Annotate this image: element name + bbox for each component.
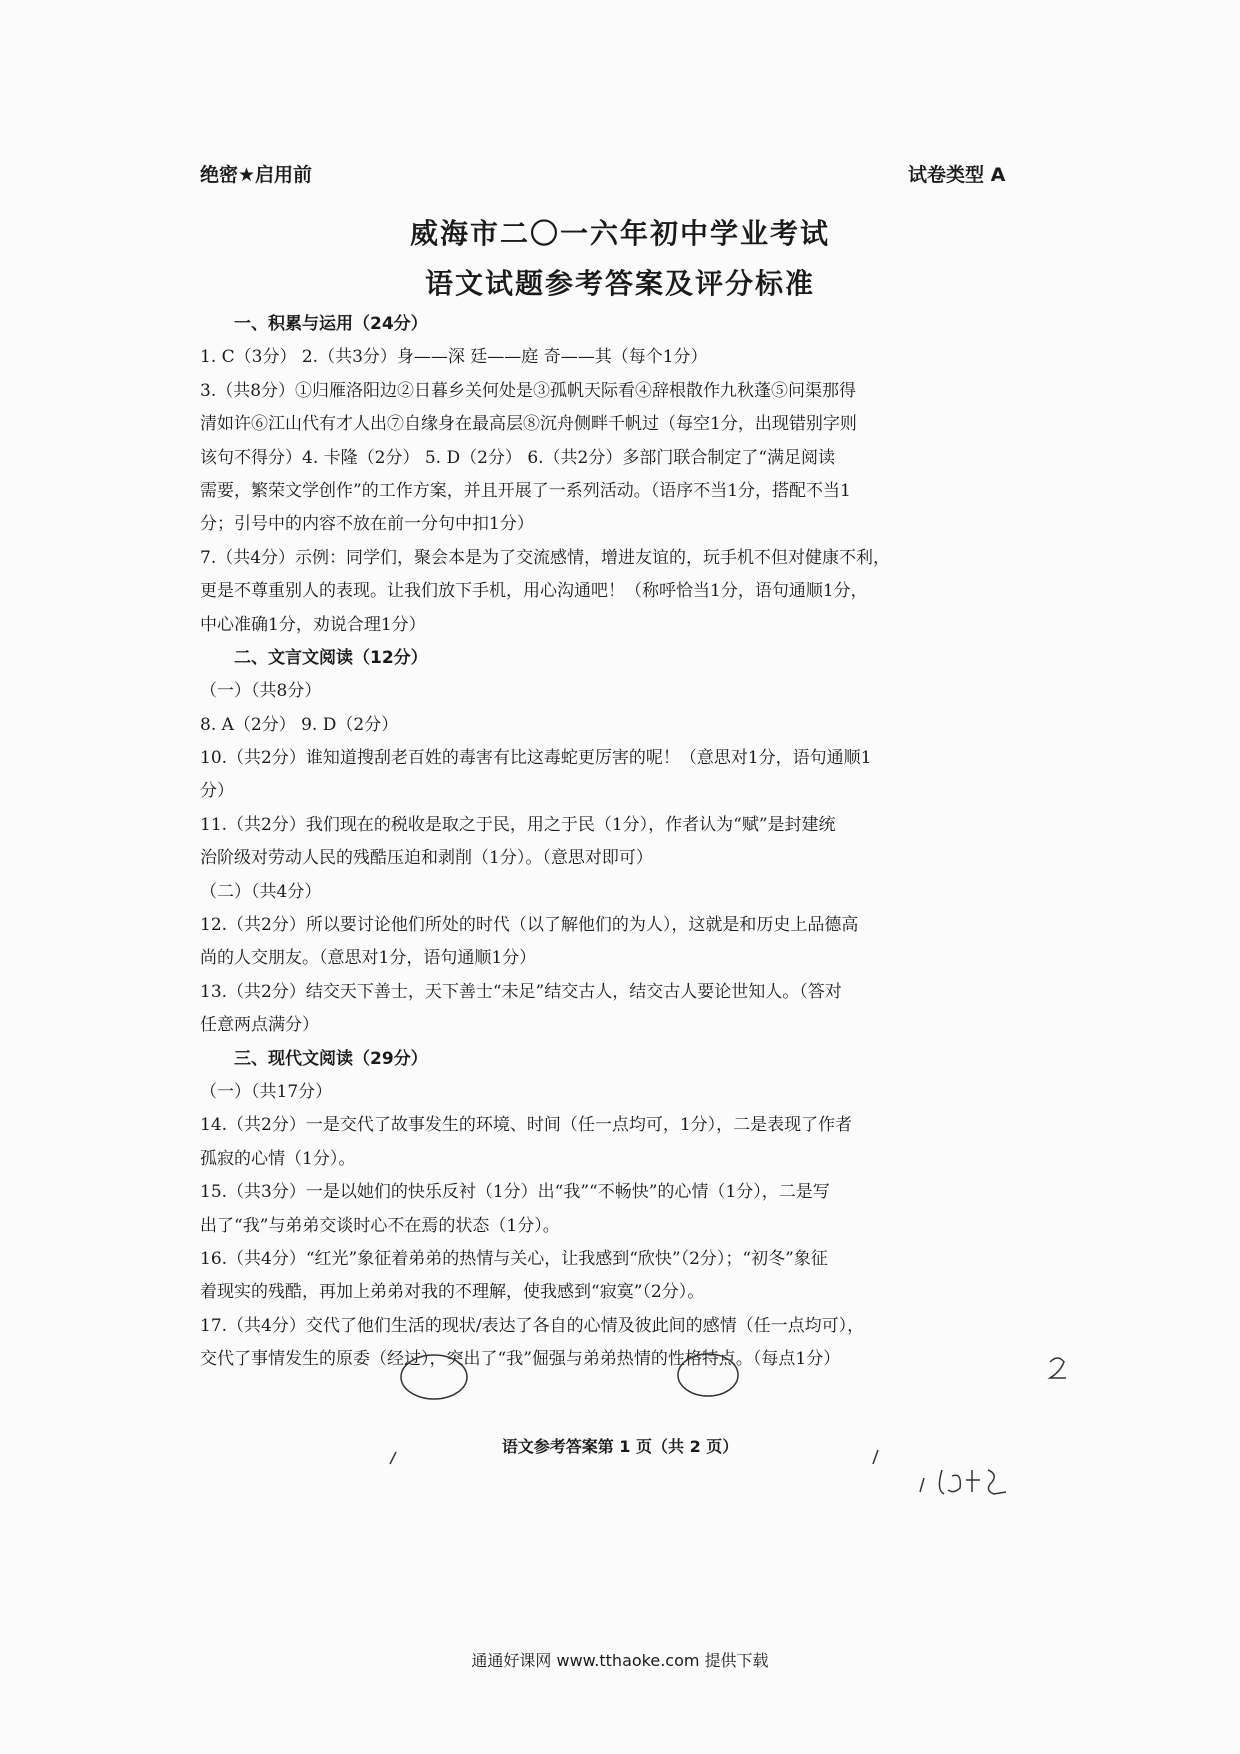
- subsection-heading: （一）（共8分）: [200, 681, 322, 702]
- text-line: 需要，繁荣文学创作”的工作方案，并且开展了一系列活动。（语序不当1分，搭配不当1: [200, 480, 851, 501]
- page-title: 威海市二〇一六年初中学业考试: [409, 217, 830, 250]
- text-line: 分）: [200, 781, 234, 802]
- text-line: 1. C（3分） 2.（共3分）身——深 廷——庭 奇——其（每个1分）: [200, 347, 708, 368]
- pen-handwriting-mark: [920, 1470, 1006, 1494]
- text-line: 清如许⑥江山代有才人出⑦自缘身在最高层⑧沉舟侧畔千帆过（每空1分，出现错别字则: [200, 414, 857, 435]
- text-line: 尚的人交朋友。（意思对1分，语句通顺1分）: [200, 948, 537, 969]
- section-heading: 一、积累与运用（24分）: [234, 314, 428, 334]
- text-line: 12.（共2分）所以要讨论他们所处的时代（以了解他们的为人），这就是和历史上品德高: [200, 915, 859, 936]
- download-credit: 通通好课网 www.tthaoke.com 提供下载: [471, 1651, 769, 1670]
- text-line: 11.（共2分）我们现在的税收是取之于民，用之于民（1分），作者认为“赋”是封建统: [200, 814, 836, 835]
- page-footer: 语文参考答案第 1 页（共 2 页）: [501, 1437, 739, 1456]
- page-subtitle: 语文试题参考答案及评分标准: [424, 267, 815, 300]
- text-line: 孤寂的心情（1分）。: [200, 1148, 356, 1169]
- subsection-heading: （一）（共17分）: [200, 1081, 333, 1102]
- text-line: 17.（共4分）交代了他们生活的现状/表达了各自的心情及彼此间的感情（任一点均可），: [200, 1315, 865, 1336]
- text-line: 任意两点满分）: [200, 1015, 319, 1036]
- text-line: 出了“我”与弟弟交谈时心不在焉的状态（1分）。: [200, 1215, 560, 1236]
- text-line: 交代了事情发生的原委（经过），突出了“我”倔强与弟弟热情的性格特点。（每点1分）: [200, 1349, 841, 1370]
- answer-content: [200, 308, 1040, 1377]
- subsection-heading: （二）（共4分）: [200, 881, 322, 902]
- text-line: 16.（共4分）“红光”象征着弟弟的热情与关心，让我感到“欣快”（2分）；“初冬”象征: [200, 1248, 828, 1269]
- text-line: 中心准确1分，劝说合理1分）: [200, 614, 426, 635]
- text-line: 该句不得分）4. 卡隆（2分） 5. D（2分） 6.（共2分）多部门联合制定了“满足阅读: [200, 447, 836, 468]
- section-heading: 二、文言文阅读（12分）: [234, 647, 428, 668]
- confidential-label: 绝密★启用前: [200, 164, 313, 186]
- text-line: 7.（共4分）示例：同学们，聚会本是为了交流感情，增进友谊的，玩手机不但对健康不利，: [200, 547, 891, 568]
- text-line: 15.（共3分）一是以她们的快乐反衬（1分）出“我”“不畅快”的心情（1分），二是写: [200, 1182, 830, 1203]
- section-heading: 三、现代文阅读（29分）: [234, 1048, 428, 1069]
- text-line: 13.（共2分）结交天下善士，天下善士“未足”结交古人，结交古人要论世知人。（答对: [200, 981, 842, 1002]
- text-line: 3.（共8分）①归雁洛阳边②日暮乡关何处是③孤帆天际看④辞根散作九秋蓬⑤问渠那得: [200, 380, 857, 401]
- text-line: 分；引号中的内容不放在前一分句中扣1分）: [200, 514, 534, 535]
- pen-score-mark: [1050, 1358, 1066, 1378]
- paper-type-label: 试卷类型 A: [908, 164, 1006, 186]
- text-line: 着现实的残酷，再加上弟弟对我的不理解，使我感到“寂寞”（2分）。: [200, 1282, 705, 1303]
- text-line: 10.（共2分）谁知道搜刮老百姓的毒害有比这毒蛇更厉害的呢！（意思对1分，语句通顺1: [200, 748, 872, 769]
- text-line: 8. A（2分） 9. D（2分）: [200, 714, 399, 735]
- text-line: 14.（共2分）一是交代了故事发生的环境、时间（任一点均可，1分），二是表现了作者: [200, 1115, 853, 1136]
- text-line: 更是不尊重别人的表现。让我们放下手机，用心沟通吧！（称呼恰当1分，语句通顺1分，: [200, 581, 868, 602]
- text-line: 治阶级对劳动人民的残酷压迫和剥削（1分）。（意思对即可）: [200, 848, 653, 869]
